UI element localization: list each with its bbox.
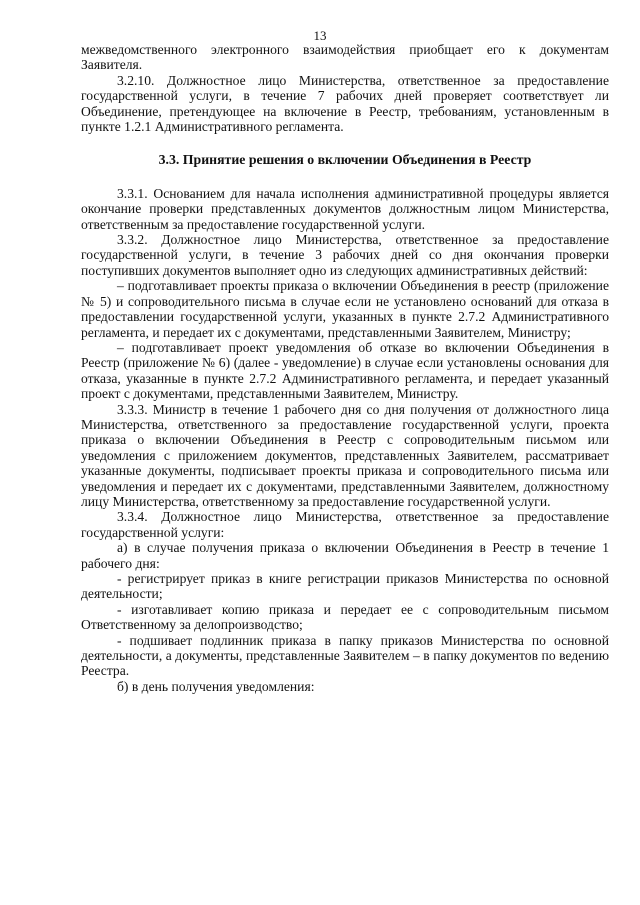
paragraph-3-3-1: 3.3.1. Основанием для начала исполнения административной процедуры является окончание проверки представленных документов должностным лицом Министерства, ответственным за предоставление государственной услуги. <box>81 185 609 232</box>
sub-item-b: б) в день получения уведомления: <box>117 678 315 694</box>
list-item-hyphen: - подшивает подлинник приказа в папку приказов Министерства по основной деятельности, а документы, представленные Заявителем – в папку документов по ведению Реестра. <box>81 632 609 679</box>
document-body <box>81 42 609 694</box>
paragraph-3-3-4: 3.3.4. Должностное лицо Министерства, ответственное за предоставление государственной услуги: <box>81 509 609 540</box>
list-item-dash: – подготавливает проекты приказа о включении Объединения в реестр (приложение № 5) и сопроводительного письма в случае если не установлено оснований для отказа в предоставлении государственной услуги, указанных в пункте 2.7.2 Административного регламента, и передает их с документами, представленными Заявителем, Министру; <box>81 278 609 340</box>
section-heading: 3.3. Принятие решения о включении Объединения в Реестр <box>158 152 532 168</box>
page-number: 13 <box>313 28 327 43</box>
paragraph-3-3-2: 3.3.2. Должностное лицо Министерства, ответственное за предоставление государственной услуги, в течение 3 рабочих дней со дня окончания проверки поступивших документов выполняет одно из следующих административных действий: <box>81 232 609 278</box>
paragraph-3-2-10: 3.2.10. Должностное лицо Министерства, ответственное за предоставление государственной услуги, в течение 7 рабочих дней проверяет соответствует ли Объединение, претендующее на включение в Реестр, требованиям, установленным в пункте 1.2.1 Административного регламента. <box>81 72 609 135</box>
list-item-hyphen: - изготавливает копию приказа и передает ее с сопроводительным письмом Ответственному за делопроизводство; <box>81 601 609 633</box>
list-item-dash: – подготавливает проект уведомления об отказе во включении Объединения в Реестр (приложение № 6) (далее - уведомление) в случае если установлены основания для отказа, указанные в пункте 2.7.2 Административного регламента, и передает указанный проект с документами, представленными Заявителем, Министру. <box>81 339 609 402</box>
list-item-hyphen: - регистрирует приказ в книге регистрации приказов Министерства по основной деятельности; <box>81 571 609 602</box>
paragraph-3-3-3: 3.3.3. Министр в течение 1 рабочего дня со дня получения от должностного лица Министерства, ответственного за предоставление государственной услуги, проекта приказа о включении Объединения в Реестр с сопроводительным письмом или уведомления с приложением документов, представленных Заявителем, рассматривает указанные документы, подписывает проекты приказа и сопроводительного письма или уведомления и передает их с документами, представленными Заявителем, должностному лицу Министерства, ответственному за предоставление государственной услуги. <box>81 401 609 509</box>
paragraph-continuation: межведомственного электронного взаимодействия приобщает его к документам Заявителя. <box>81 42 609 73</box>
sub-item-a: а) в случае получения приказа о включении Объединения в Реестр в течение 1 рабочего дня: <box>81 540 609 571</box>
